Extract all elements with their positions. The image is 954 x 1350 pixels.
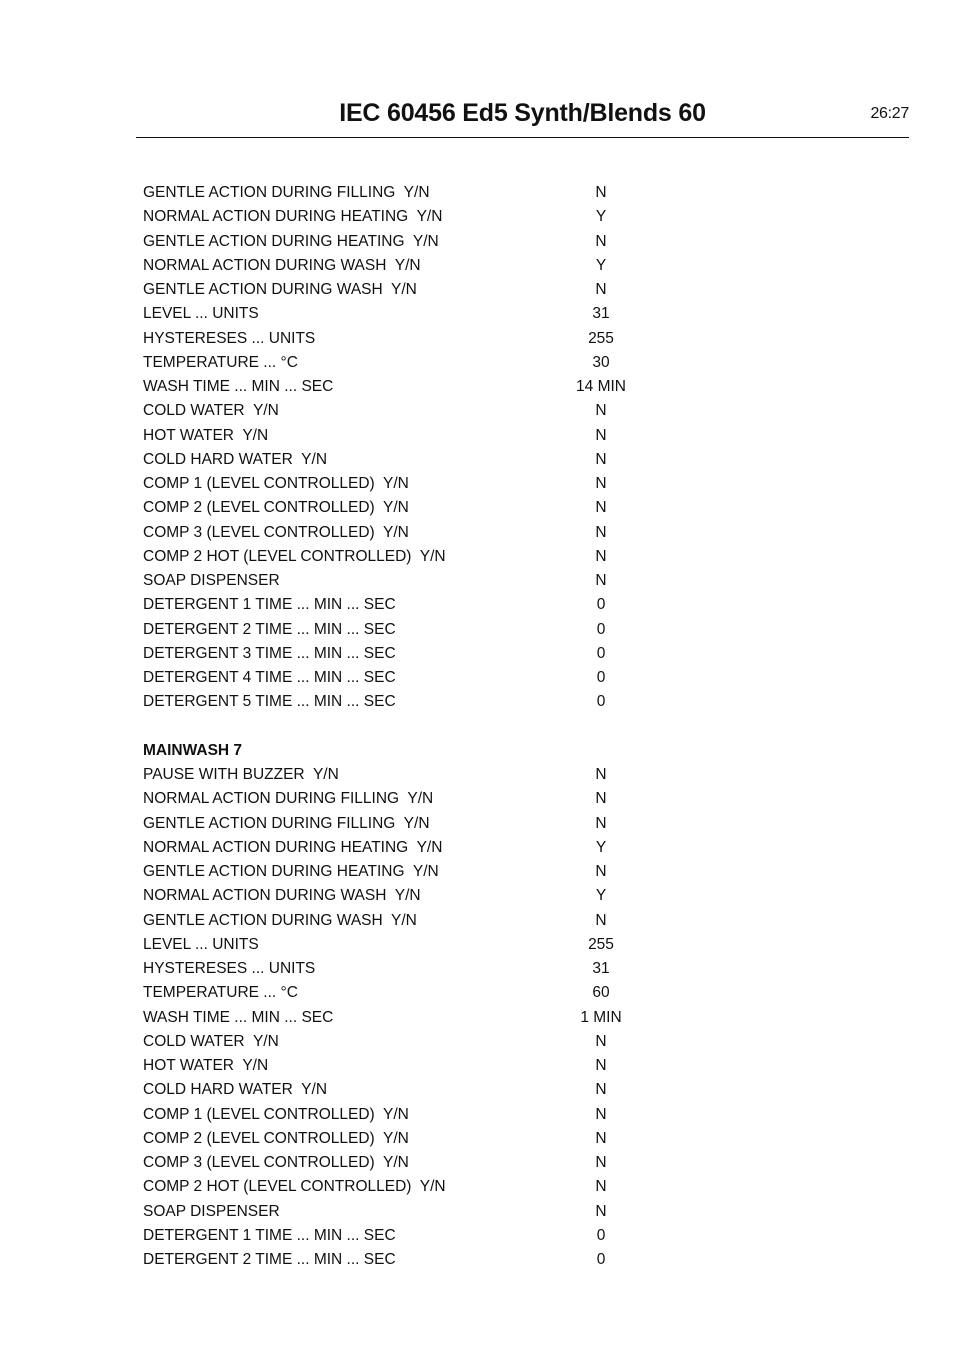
setting-value: N bbox=[595, 1129, 607, 1147]
setting-value: N bbox=[595, 814, 607, 832]
setting-value: N bbox=[595, 475, 607, 492]
setting-label: COMP 3 (LEVEL CONTROLLED) Y/N bbox=[143, 1154, 409, 1171]
setting-row bbox=[143, 957, 743, 981]
setting-row bbox=[143, 593, 743, 617]
setting-row bbox=[143, 1103, 743, 1127]
setting-value: N bbox=[595, 1105, 607, 1123]
setting-label: NORMAL ACTION DURING HEATING Y/N bbox=[143, 838, 443, 856]
setting-label: COMP 2 (LEVEL CONTROLLED) Y/N bbox=[143, 499, 409, 517]
setting-row bbox=[143, 1200, 743, 1224]
setting-row bbox=[143, 545, 743, 569]
section-title-mainwash-7: MAINWASH 7 bbox=[143, 741, 243, 759]
setting-value: N bbox=[595, 1202, 607, 1220]
setting-label: GENTLE ACTION DURING FILLING Y/N bbox=[143, 814, 430, 832]
setting-label: NORMAL ACTION DURING WASH Y/N bbox=[143, 256, 421, 274]
setting-value: 0 bbox=[596, 669, 606, 686]
setting-row bbox=[143, 666, 743, 690]
setting-label: DETERGENT 2 TIME ... MIN ... SEC bbox=[143, 620, 396, 638]
setting-label: LEVEL ... UNITS bbox=[143, 935, 259, 953]
setting-row bbox=[143, 812, 743, 836]
setting-row bbox=[143, 836, 743, 860]
setting-label: COMP 2 HOT (LEVEL CONTROLLED) Y/N bbox=[143, 547, 446, 565]
setting-row bbox=[143, 181, 743, 205]
setting-value: 255 bbox=[588, 935, 614, 953]
setting-row bbox=[143, 933, 743, 957]
setting-value: N bbox=[595, 572, 607, 589]
setting-value: Y bbox=[595, 838, 607, 856]
setting-label: NORMAL ACTION DURING HEATING Y/N bbox=[143, 208, 443, 226]
setting-label: COLD HARD WATER Y/N bbox=[143, 450, 328, 468]
setting-value: 255 bbox=[588, 329, 614, 347]
setting-value: N bbox=[595, 547, 607, 565]
setting-value: N bbox=[595, 1178, 607, 1196]
setting-row bbox=[143, 569, 743, 593]
setting-label: COLD WATER Y/N bbox=[143, 1032, 279, 1050]
setting-value: N bbox=[595, 402, 607, 420]
setting-value: N bbox=[595, 232, 607, 250]
setting-row bbox=[143, 302, 743, 326]
setting-label: COLD HARD WATER Y/N bbox=[143, 1081, 328, 1099]
setting-value: 30 bbox=[592, 353, 610, 371]
setting-row bbox=[143, 690, 743, 714]
setting-value: 60 bbox=[592, 984, 610, 1002]
setting-label: DETERGENT 5 TIME ... MIN ... SEC bbox=[143, 693, 396, 711]
setting-value: N bbox=[595, 1081, 607, 1099]
setting-value: N bbox=[595, 1154, 607, 1171]
setting-value: N bbox=[595, 281, 607, 298]
program-settings bbox=[143, 181, 743, 1272]
setting-row bbox=[143, 618, 743, 642]
setting-label: GENTLE ACTION DURING WASH Y/N bbox=[143, 911, 417, 929]
setting-label: TEMPERATURE ... °C bbox=[143, 984, 298, 1002]
setting-row bbox=[143, 1175, 743, 1199]
setting-label: COMP 3 (LEVEL CONTROLLED) Y/N bbox=[143, 523, 409, 541]
setting-label: COMP 1 (LEVEL CONTROLLED) Y/N bbox=[143, 1105, 409, 1123]
setting-value: 0 bbox=[596, 1251, 606, 1268]
setting-row bbox=[143, 1127, 743, 1151]
setting-label: WASH TIME ... MIN ... SEC bbox=[143, 378, 334, 395]
setting-value: 0 bbox=[596, 596, 606, 614]
setting-row bbox=[143, 1151, 743, 1175]
setting-value: N bbox=[595, 790, 607, 808]
setting-row bbox=[143, 1224, 743, 1248]
setting-label: DETERGENT 1 TIME ... MIN ... SEC bbox=[143, 596, 396, 614]
setting-value: 0 bbox=[596, 1226, 606, 1244]
setting-label: DETERGENT 3 TIME ... MIN ... SEC bbox=[143, 644, 396, 662]
setting-label: HOT WATER Y/N bbox=[143, 1057, 269, 1074]
setting-label: PAUSE WITH BUZZER Y/N bbox=[143, 766, 339, 783]
setting-label: SOAP DISPENSER bbox=[143, 572, 280, 589]
setting-row bbox=[143, 472, 743, 496]
setting-label: HOT WATER Y/N bbox=[143, 426, 269, 444]
setting-label: HYSTERESES ... UNITS bbox=[143, 960, 316, 977]
page-number: 26:27 bbox=[870, 105, 909, 122]
setting-label: COLD WATER Y/N bbox=[143, 402, 279, 420]
setting-value: 14 MIN bbox=[576, 378, 626, 395]
setting-row bbox=[143, 1054, 743, 1078]
setting-label: COMP 2 HOT (LEVEL CONTROLLED) Y/N bbox=[143, 1178, 446, 1196]
setting-label: LEVEL ... UNITS bbox=[143, 305, 259, 323]
setting-row bbox=[143, 278, 743, 302]
setting-value: N bbox=[595, 523, 607, 541]
setting-value: 31 bbox=[592, 305, 610, 323]
setting-value: N bbox=[595, 766, 607, 783]
setting-label: DETERGENT 4 TIME ... MIN ... SEC bbox=[143, 669, 396, 686]
setting-value: Y bbox=[595, 208, 607, 226]
setting-label: NORMAL ACTION DURING WASH Y/N bbox=[143, 887, 421, 905]
setting-value: 1 MIN bbox=[580, 1008, 622, 1026]
setting-row bbox=[143, 981, 743, 1005]
setting-value: 0 bbox=[596, 644, 606, 662]
setting-label: GENTLE ACTION DURING FILLING Y/N bbox=[143, 184, 430, 201]
setting-row bbox=[143, 787, 743, 811]
setting-value: 31 bbox=[592, 960, 610, 977]
setting-label: TEMPERATURE ... °C bbox=[143, 353, 298, 371]
setting-label: DETERGENT 2 TIME ... MIN ... SEC bbox=[143, 1251, 396, 1268]
setting-value: 0 bbox=[596, 620, 606, 638]
setting-row bbox=[143, 1078, 743, 1102]
setting-row bbox=[143, 424, 743, 448]
setting-label: HYSTERESES ... UNITS bbox=[143, 329, 316, 347]
setting-label: COMP 1 (LEVEL CONTROLLED) Y/N bbox=[143, 475, 409, 492]
settings-list-previous-step bbox=[143, 181, 743, 715]
setting-value: 0 bbox=[596, 693, 606, 711]
setting-row bbox=[143, 448, 743, 472]
setting-label: SOAP DISPENSER bbox=[143, 1202, 280, 1220]
setting-row bbox=[143, 1248, 743, 1272]
setting-row bbox=[143, 642, 743, 666]
setting-row bbox=[143, 254, 743, 278]
setting-row bbox=[143, 496, 743, 520]
setting-value: N bbox=[595, 1032, 607, 1050]
setting-label: GENTLE ACTION DURING HEATING Y/N bbox=[143, 863, 439, 880]
setting-row bbox=[143, 399, 743, 423]
setting-value: Y bbox=[595, 256, 607, 274]
setting-value: N bbox=[595, 911, 607, 929]
setting-value: N bbox=[595, 1057, 607, 1074]
section-gap bbox=[143, 715, 743, 739]
setting-value: N bbox=[595, 450, 607, 468]
page-header bbox=[136, 96, 909, 138]
settings-list-mainwash-7 bbox=[143, 763, 743, 1272]
setting-row bbox=[143, 375, 743, 399]
setting-row bbox=[143, 521, 743, 545]
setting-row bbox=[143, 860, 743, 884]
setting-row bbox=[143, 1030, 743, 1054]
setting-label: NORMAL ACTION DURING FILLING Y/N bbox=[143, 790, 434, 808]
setting-value: N bbox=[595, 499, 607, 517]
setting-label: COMP 2 (LEVEL CONTROLLED) Y/N bbox=[143, 1129, 409, 1147]
setting-row bbox=[143, 351, 743, 375]
setting-label: GENTLE ACTION DURING HEATING Y/N bbox=[143, 232, 439, 250]
setting-row bbox=[143, 763, 743, 787]
setting-label: DETERGENT 1 TIME ... MIN ... SEC bbox=[143, 1226, 396, 1244]
setting-row bbox=[143, 1006, 743, 1030]
setting-row bbox=[143, 205, 743, 229]
page-title: IEC 60456 Ed5 Synth/Blends 60 bbox=[339, 99, 706, 127]
setting-label: GENTLE ACTION DURING WASH Y/N bbox=[143, 281, 417, 298]
setting-label: WASH TIME ... MIN ... SEC bbox=[143, 1008, 334, 1026]
setting-value: N bbox=[595, 863, 607, 880]
setting-row bbox=[143, 327, 743, 351]
setting-row bbox=[143, 884, 743, 908]
setting-row bbox=[143, 909, 743, 933]
setting-row bbox=[143, 230, 743, 254]
setting-value: N bbox=[595, 184, 607, 201]
setting-value: N bbox=[595, 426, 607, 444]
setting-value: Y bbox=[595, 887, 607, 905]
